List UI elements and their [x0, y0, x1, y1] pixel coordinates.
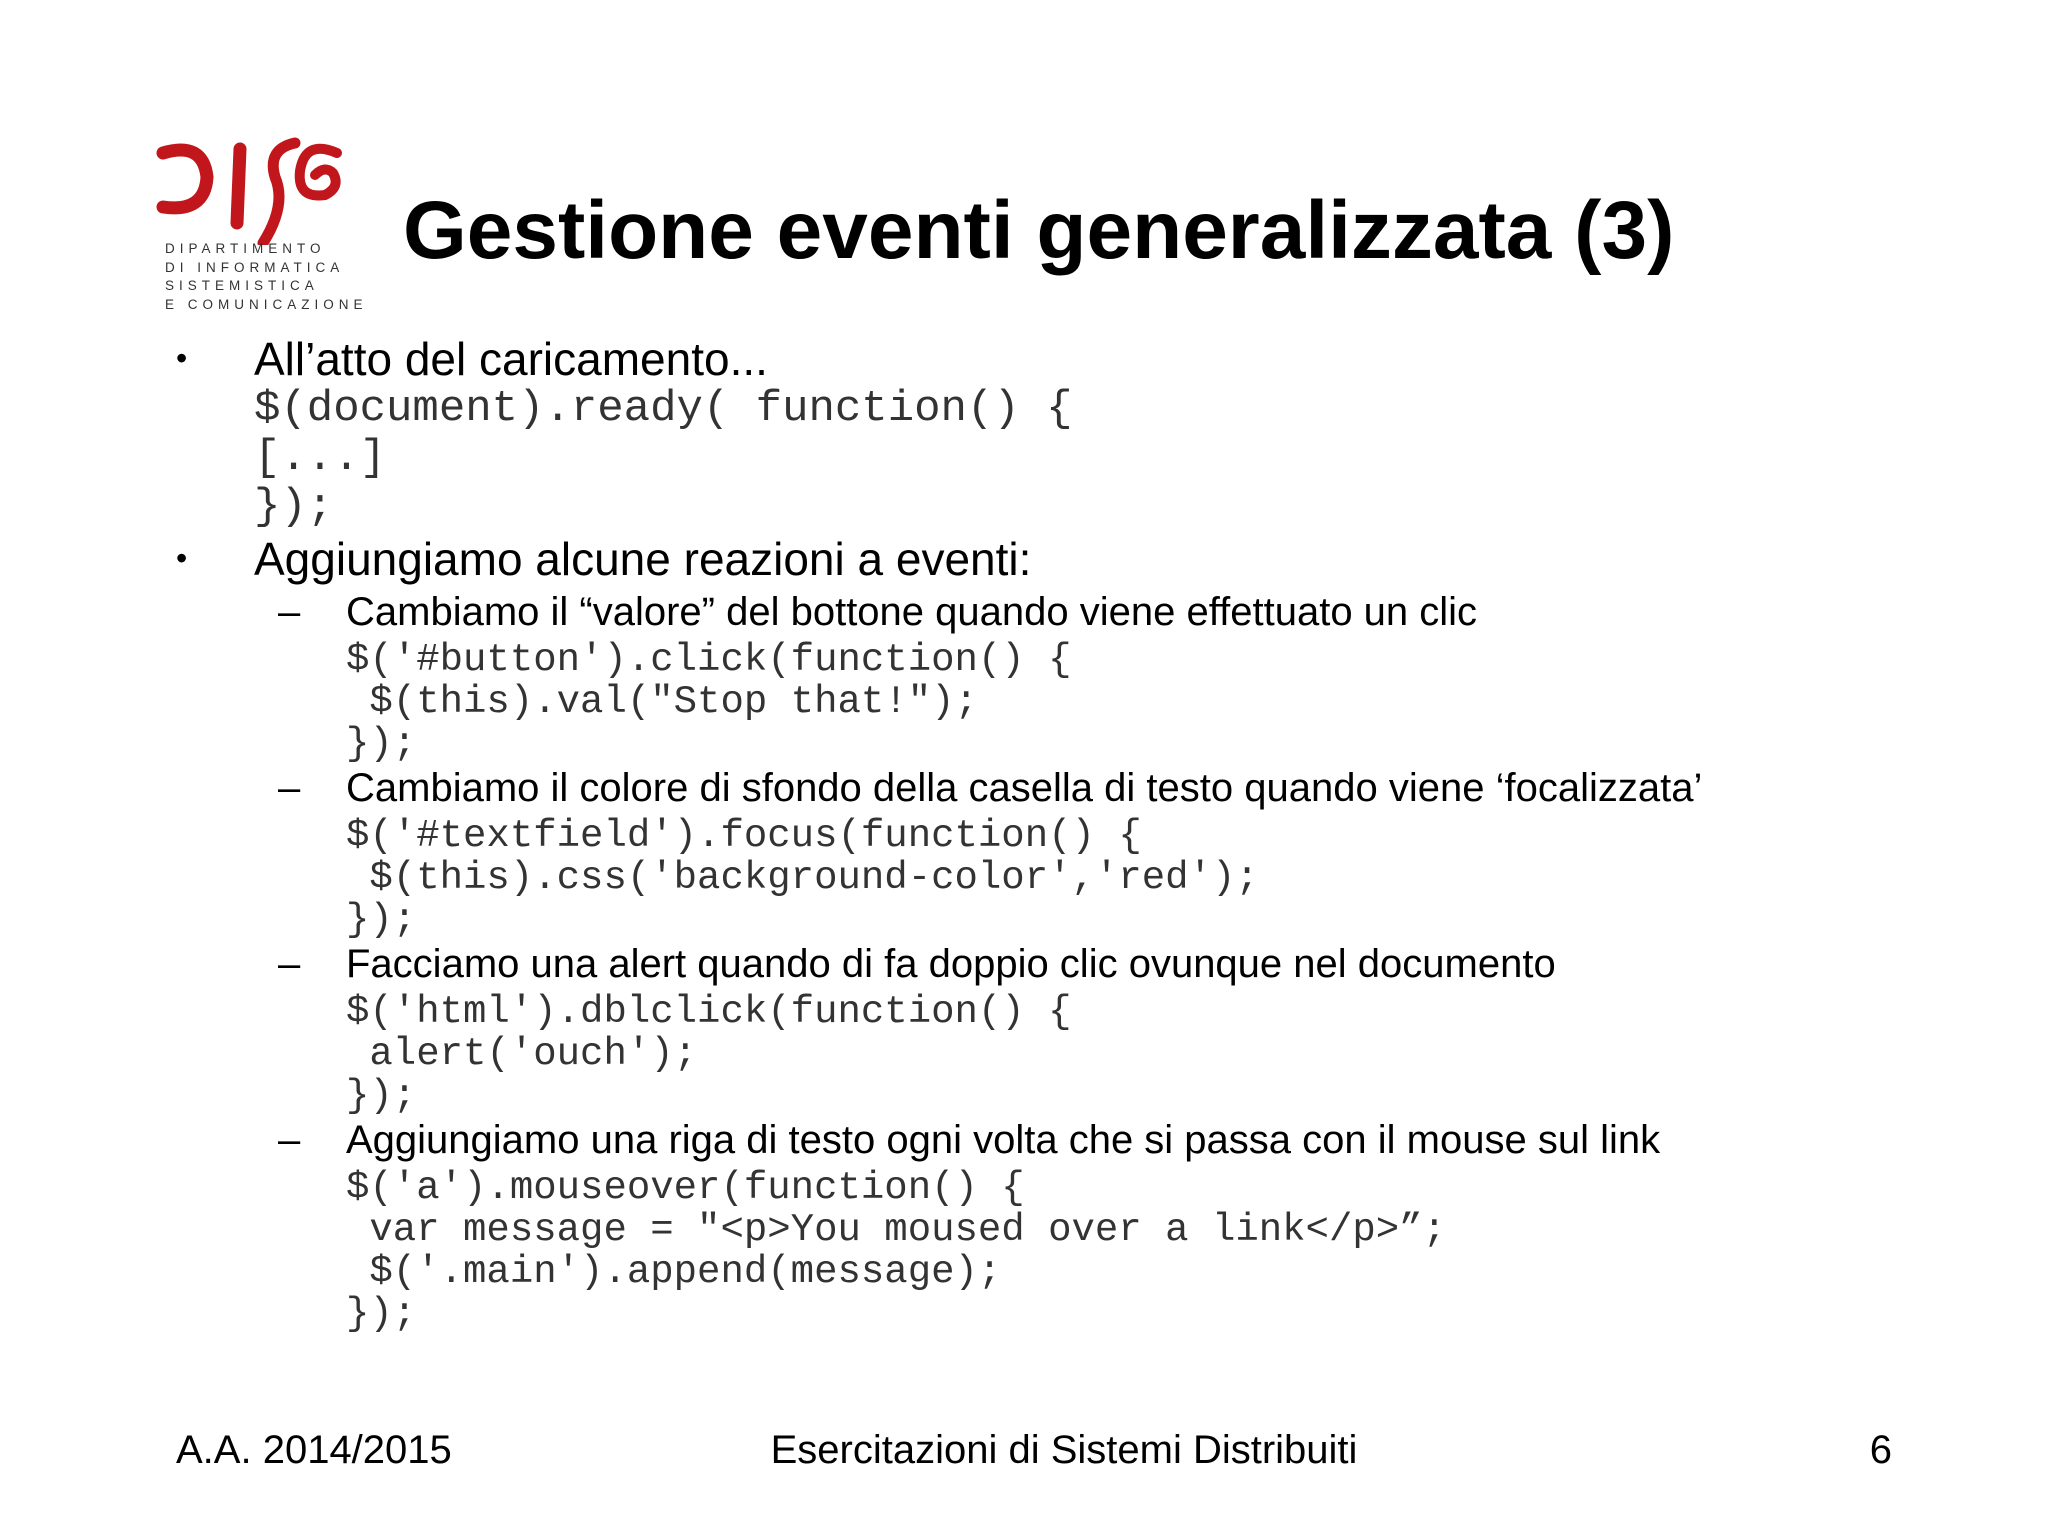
code-line: $('html').dblclick(function() { [346, 990, 1072, 1034]
sub-bullet-text: Cambiamo il “valore” del bottone quando viene effettuato un clic [346, 590, 1478, 634]
page-number: 6 [1869, 1428, 1892, 1472]
code-line: }); [346, 722, 417, 766]
code-line: }); [346, 1292, 417, 1336]
code-line: alert('ouch'); [346, 1032, 698, 1076]
logo-line: DI INFORMATICA [165, 259, 345, 275]
sub-bullet-text: Facciamo una alert quando di fa doppio clic ovunque nel documento [346, 942, 1556, 986]
sub-bullet-marker: – [278, 942, 301, 986]
bullet-text: Aggiungiamo alcune reazioni a eventi: [254, 533, 1032, 585]
code-line: [...] [254, 433, 387, 483]
sub-bullet-marker: – [278, 590, 301, 634]
code-line: }); [254, 482, 334, 532]
code-line: $(document).ready( function() { [254, 384, 1073, 434]
sub-bullet-marker: – [278, 1118, 301, 1162]
code-line: }); [346, 898, 417, 942]
code-line: $('#button').click(function() { [346, 638, 1072, 682]
code-line: $('.main').append(message); [346, 1250, 1002, 1294]
code-line: $(this).val("Stop that!"); [346, 680, 978, 724]
sub-bullet-text: Aggiungiamo una riga di testo ogni volta che si passa con il mouse sul link [346, 1118, 1661, 1162]
disco-logo-mark [155, 135, 345, 245]
bullet-marker: • [176, 340, 188, 376]
code-line: $('#textfield').focus(function() { [346, 814, 1142, 858]
footer-academic-year: A.A. 2014/2015 [176, 1428, 452, 1472]
logo-line: DIPARTIMENTO [165, 241, 326, 256]
sub-bullet-marker: – [278, 766, 301, 810]
code-line: }); [346, 1074, 417, 1118]
code-line: var message = "<p>You moused over a link</p>”; [346, 1208, 1446, 1252]
bullet-marker: • [176, 540, 188, 576]
bullet-text: All’atto del caricamento... [254, 333, 768, 385]
code-line: $(this).css('background-color','red'); [346, 856, 1259, 900]
logo-line: E COMUNICAZIONE [165, 296, 368, 312]
logo-line: SISTEMISTICA [165, 278, 319, 293]
disco-logo [155, 135, 368, 315]
slide-title: Gestione eventi generalizzata (3) [403, 185, 1675, 276]
footer-course-title: Esercitazioni di Sistemi Distribuiti [770, 1428, 1358, 1472]
code-line: $('a').mouseover(function() { [346, 1166, 1025, 1210]
sub-bullet-text: Cambiamo il colore di sfondo della casella di testo quando viene ‘focalizzata’ [346, 766, 1703, 810]
